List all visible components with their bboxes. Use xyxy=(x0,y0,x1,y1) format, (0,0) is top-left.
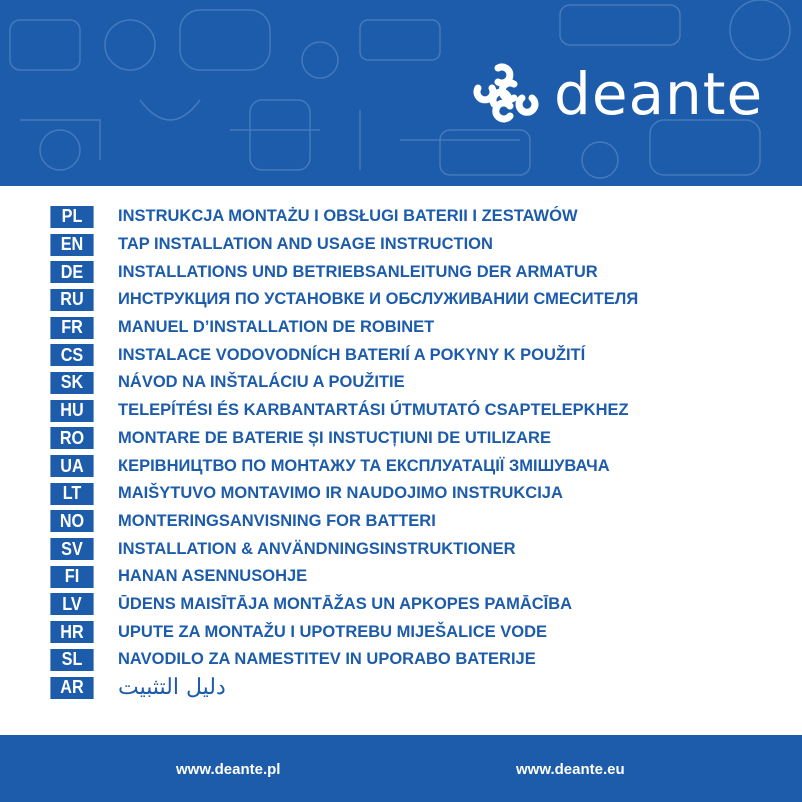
language-row xyxy=(48,369,638,397)
language-row xyxy=(48,508,638,536)
language-code-badge: DE xyxy=(50,261,93,283)
language-code-badge: RO xyxy=(50,427,93,449)
language-row xyxy=(48,203,638,231)
language-row xyxy=(48,258,638,286)
language-row xyxy=(48,397,638,425)
language-row xyxy=(48,591,638,619)
language-title: КЕРІВНИЦТВО ПО МОНТАЖУ ТА ЕКСПЛУАТАЦІЇ ЗМІШУВАЧА xyxy=(118,456,610,475)
footer xyxy=(0,735,802,802)
language-title: ИНСТРУКЦИЯ ПО УСТАНОВКЕ И ОБСЛУЖИВАНИИ СМЕСИТЕЛЯ xyxy=(118,290,639,309)
language-code-badge: AR xyxy=(50,677,93,699)
language-title: NÁVOD NA INŠTALÁCIU A POUŽITIE xyxy=(118,373,405,392)
language-code-badge: LT xyxy=(50,483,93,505)
language-row xyxy=(48,425,638,453)
language-row xyxy=(48,535,638,563)
language-code-badge: SV xyxy=(50,538,93,560)
deante-logo xyxy=(468,58,763,130)
language-row xyxy=(48,231,638,259)
language-title: MAIŠYTUVO MONTAVIMO IR NAUDOJIMO INSTRUKCIJA xyxy=(118,484,563,503)
language-list xyxy=(48,203,638,701)
language-row xyxy=(48,286,638,314)
language-code-badge: RU xyxy=(50,289,93,311)
language-title: NAVODILO ZA NAMESTITEV IN UPORABO BATERIJE xyxy=(118,650,536,669)
language-row xyxy=(48,674,638,702)
language-title: دليل التثبيت xyxy=(118,675,226,701)
language-title: TAP INSTALLATION AND USAGE INSTRUCTION xyxy=(118,235,493,254)
language-row xyxy=(48,618,638,646)
language-code-badge: FI xyxy=(50,566,93,588)
language-title: ŪDENS MAISĪTĀJA MONTĀŽAS UN APKOPES PAMĀCĪBA xyxy=(118,594,573,613)
language-code-badge: LV xyxy=(50,593,93,615)
language-code-badge: SL xyxy=(50,649,93,671)
language-code-badge: CS xyxy=(50,344,93,366)
website-link-pl[interactable]: www.deante.pl xyxy=(176,761,281,778)
language-title: INSTALLATION & ANVÄNDNINGSINSTRUKTIONER xyxy=(118,539,516,558)
language-code-badge: EN xyxy=(50,234,93,256)
language-row xyxy=(48,563,638,591)
language-title: INSTRUKCJA MONTAŻU I OBSŁUGI BATERII I ZESTAWÓW xyxy=(118,207,578,226)
language-code-badge: HU xyxy=(50,400,93,422)
language-code-badge: SK xyxy=(50,372,93,394)
language-code-badge: NO xyxy=(50,510,93,532)
language-row xyxy=(48,341,638,369)
language-code-badge: FR xyxy=(50,317,93,339)
language-title: INSTALACE VODOVODNÍCH BATERIÍ A POKYNY K POUŽITÍ xyxy=(118,345,586,364)
language-title: HANAN ASENNUSOHJE xyxy=(118,567,308,586)
language-title: TELEPÍTÉSI ÉS KARBANTARTÁSI ÚTMUTATÓ CSAPTELEPKHEZ xyxy=(118,401,629,420)
website-link-eu[interactable]: www.deante.eu xyxy=(516,761,625,778)
language-row xyxy=(48,314,638,342)
language-row xyxy=(48,646,638,674)
language-row xyxy=(48,480,638,508)
language-title: MANUEL D’INSTALLATION DE ROBINET xyxy=(118,318,435,337)
brand-name: deante xyxy=(554,60,764,128)
language-code-badge: HR xyxy=(50,621,93,643)
language-title: MONTERINGSANVISNING FOR BATTERI xyxy=(118,511,436,530)
header-banner xyxy=(0,0,802,186)
language-title: INSTALLATIONS UND BETRIEBSANLEITUNG DER ARMATUR xyxy=(118,262,598,281)
language-title: MONTARE DE BATERIE ȘI INSTUCȚIUNI DE UTILIZARE xyxy=(118,428,551,447)
language-row xyxy=(48,452,638,480)
language-code-badge: UA xyxy=(50,455,93,477)
language-code-badge: PL xyxy=(50,206,93,228)
deante-logo-icon xyxy=(468,58,540,130)
language-title: UPUTE ZA MONTAŽU I UPOTREBU MIJEŠALICE VODE xyxy=(118,622,548,641)
